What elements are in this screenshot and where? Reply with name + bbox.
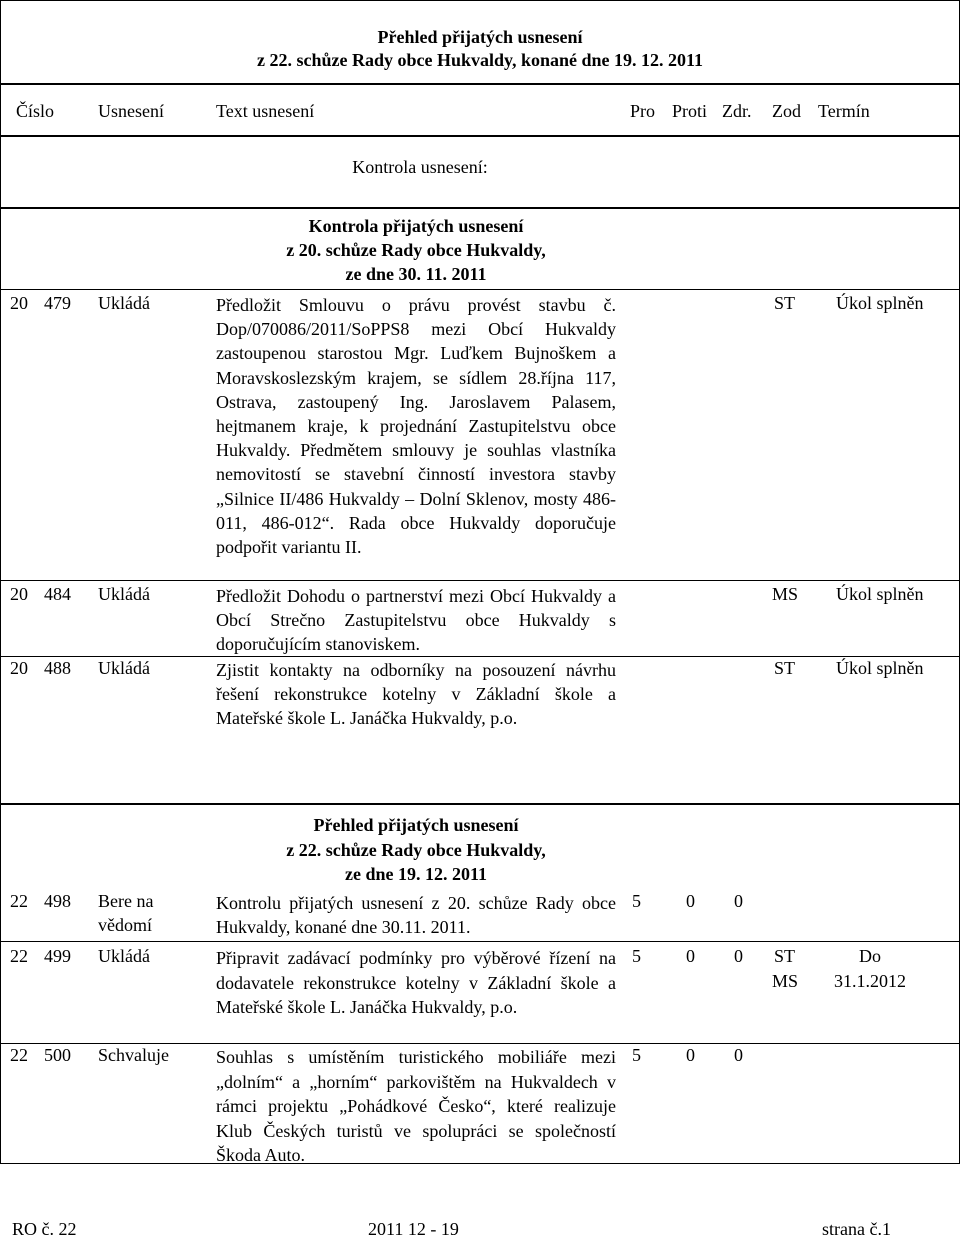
section2-heading3: ze dne 19. 12. 2011 <box>345 864 487 884</box>
table-row-cislo: 498 <box>44 891 71 911</box>
table-row-text: Připravit zadávací podmínky pro výběrové řízení na dodavatele rekonstrukce kotelny v Základní škole a Mateřské škole L. Janáčka Hukvaldy, p.o. <box>216 948 616 1017</box>
table-row-schuze: 20 <box>10 658 28 678</box>
table-row-zod: MS <box>772 584 799 604</box>
table-row-usneseni-line1: Bere na <box>98 891 154 911</box>
table-row-termin: Úkol splněn <box>836 293 924 313</box>
table-row-cislo: 488 <box>44 658 71 678</box>
footer-center: 2011 12 - 19 <box>368 1219 459 1239</box>
section1-heading1: Kontrola přijatých usnesení <box>308 216 524 236</box>
table-row-termin-line2: 31.1.2012 <box>834 971 906 991</box>
doc-title-line2: z 22. schůze Rady obce Hukvaldy, konané dne 19. 12. 2011 <box>256 50 704 70</box>
table-row-pro: 5 <box>632 946 641 966</box>
row-divider <box>0 1043 960 1044</box>
table-row-usneseni-line2: vědomí <box>98 915 152 935</box>
row-divider <box>0 941 960 942</box>
row-divider <box>0 580 960 581</box>
row-divider <box>0 656 960 657</box>
table-row-zdr: 0 <box>734 946 743 966</box>
column-header-zdr: Zdr. <box>722 101 752 121</box>
table-row-proti: 0 <box>686 946 695 966</box>
table-row-schuze: 22 <box>10 1045 28 1065</box>
table-row-zdr: 0 <box>734 1045 743 1065</box>
table-row-pro: 5 <box>632 891 641 911</box>
column-header-text: Text usnesení <box>216 101 315 121</box>
table-row-pro: 5 <box>632 1045 641 1065</box>
table-row-proti: 0 <box>686 891 695 911</box>
column-header-termin: Termín <box>818 101 870 121</box>
table-row-termin: Úkol splněn <box>836 584 924 604</box>
section1-heading3: ze dne 30. 11. 2011 <box>345 264 487 284</box>
footer-left: RO č. 22 <box>12 1219 77 1239</box>
table-row-text: Souhlas s umístěním turistického mobiliáře mezi „dolním“ a „horním“ parkovištěm na Hukvaldech v rámci projektu „Pohádkové Česko“, které realizuje Klub Českých turistů ve spolupráci se společností Škoda Auto. <box>216 1047 616 1165</box>
table-row-usneseni: Ukládá <box>98 293 150 313</box>
table-row-text: Zjistit kontakty na odborníky na posouzení návrhu řešení rekonstrukce kotelny v Základní škole a Mateřské škole L. Janáčka Hukvaldy, p.o. <box>216 660 616 728</box>
table-row-usneseni: Schvaluje <box>98 1045 169 1065</box>
section2-heading2: z 22. schůze Rady obce Hukvaldy, <box>286 840 546 860</box>
table-row-zod: ST <box>774 293 796 313</box>
section2-heading1: Přehled přijatých usnesení <box>313 815 519 835</box>
table-row-schuze: 22 <box>10 946 28 966</box>
column-header-zod: Zod <box>772 101 801 121</box>
table-row-usneseni: Ukládá <box>98 946 150 966</box>
table-row-termin-line1: Do <box>859 946 881 966</box>
table-row-usneseni: Ukládá <box>98 584 150 604</box>
section1-heading-divider <box>0 289 960 290</box>
table-row-cislo: 499 <box>44 946 71 966</box>
table-row-zod-line1: ST <box>774 946 796 966</box>
table-row-termin: Úkol splněn <box>836 658 924 678</box>
table-row-text: Předložit Smlouvu o právu provést stavbu č. Dop/070086/2011/SoPPS8 mezi Obcí Hukvaldy zastoupenou starostou Mgr. Luďkem Bujnoškem a Moravskoslezským krajem, se sídlem 28.října 117, Ostrava, zastoupený Ing. Jaroslavem Palasem, hejtmanem kraje, k projednání Zastupitelstvu obce Hukvaldy. Předmětem smlouvy je souhlas vlastníka nemovitostí se stavební činností investora stavby „Silnice II/486 Hukvaldy – Dolní Sklenov, mosty 486-011, 486-012“. Rada obce Hukvaldy doporučuje podpořit variantu II. <box>216 295 616 558</box>
column-header-proti: Proti <box>672 101 708 121</box>
table-row-text: Předložit Dohodu o partnerství mezi Obcí Hukvaldy a Obcí Strečno Zastupitelstvu obce Hukvaldy s doporučujícím stanoviskem. <box>216 586 616 654</box>
table-row-text: Kontrolu přijatých usnesení z 20. schůze Rady obce Hukvaldy, konané dne 30.11. 2011. <box>216 893 616 937</box>
table-row-cislo: 479 <box>44 293 71 313</box>
table-row-cislo: 500 <box>44 1045 71 1065</box>
column-header-pro: Pro <box>630 101 656 121</box>
section1-heading2: z 20. schůze Rady obce Hukvaldy, <box>286 240 546 260</box>
table-row-zod: ST <box>774 658 796 678</box>
doc-title-line1: Přehled přijatých usnesení <box>377 27 583 47</box>
column-header-cislo: Číslo <box>16 101 55 121</box>
kontrola-label: Kontrola usnesení: <box>352 157 488 177</box>
table-row-schuze: 20 <box>10 293 28 313</box>
column-header-usneseni: Usnesení <box>98 101 164 121</box>
table-row-zod-line2: MS <box>772 971 799 991</box>
table-row-schuze: 22 <box>10 891 28 911</box>
table-row-zdr: 0 <box>734 891 743 911</box>
table-row-schuze: 20 <box>10 584 28 604</box>
table-row-usneseni: Ukládá <box>98 658 150 678</box>
footer-right: strana č.1 <box>822 1219 891 1239</box>
table-row-cislo: 484 <box>44 584 71 604</box>
table-row-proti: 0 <box>686 1045 695 1065</box>
